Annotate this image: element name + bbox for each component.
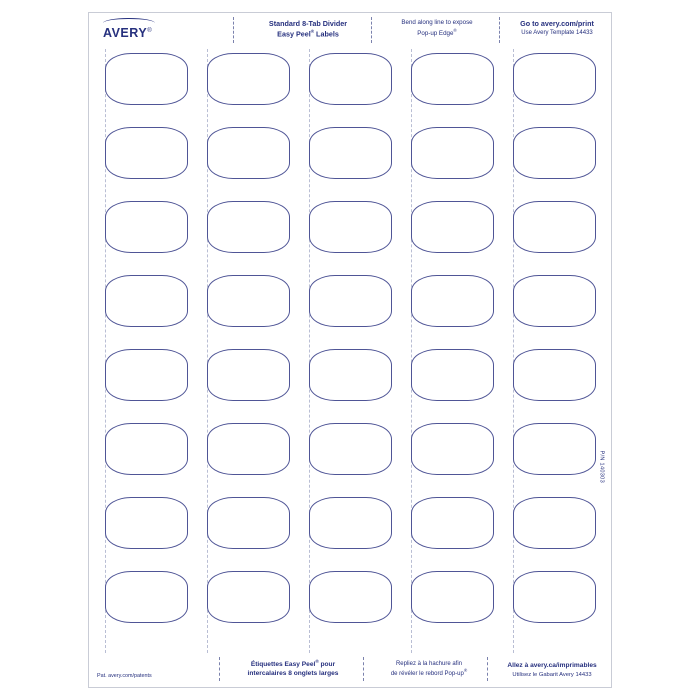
- label-cell[interactable]: [411, 423, 494, 475]
- bend-instruction-registered: ®: [453, 27, 457, 33]
- label-cell[interactable]: [105, 571, 188, 623]
- label-grid: [105, 53, 597, 645]
- allez-link[interactable]: [493, 661, 611, 679]
- avery-logo-text: AVERY: [103, 26, 148, 41]
- label-cell[interactable]: [411, 275, 494, 327]
- label-row: [105, 423, 597, 475]
- label-sheet: [88, 12, 612, 688]
- label-cell[interactable]: [309, 349, 392, 401]
- replier-line2-text: de révéler le rebord Pop-up: [390, 671, 464, 678]
- patent-notice: Pat. avery.com/patents: [97, 673, 152, 680]
- label-row: [105, 201, 597, 253]
- label-cell[interactable]: [513, 53, 596, 105]
- replier-instruction: [369, 660, 489, 679]
- replier-registered: ®: [463, 668, 468, 674]
- label-cell[interactable]: [309, 423, 392, 475]
- label-cell[interactable]: [513, 201, 596, 253]
- bend-instruction-line2-text: Pop-up Edge: [417, 30, 454, 38]
- sheet-footer: [89, 653, 611, 687]
- header-divider-3: [499, 17, 500, 43]
- label-cell[interactable]: [309, 53, 392, 105]
- template-title-registered: ®: [310, 29, 315, 35]
- etiquettes-line1: [227, 659, 359, 670]
- label-cell[interactable]: [105, 201, 188, 253]
- label-cell[interactable]: [309, 571, 392, 623]
- allez-link-url[interactable]: Allez à avery.ca/imprimables: [507, 662, 597, 670]
- label-cell[interactable]: [105, 53, 188, 105]
- label-cell[interactable]: [105, 127, 188, 179]
- etiquettes-line2: intercalaires 8 onglets larges: [247, 670, 339, 678]
- avery-logo: [103, 21, 173, 41]
- replier-line2: [369, 668, 489, 679]
- label-cell[interactable]: [309, 275, 392, 327]
- label-cell[interactable]: [513, 127, 596, 179]
- avery-logo-registered: ®: [147, 28, 153, 34]
- sheet-header: [89, 13, 611, 47]
- label-cell[interactable]: [513, 497, 596, 549]
- allez-template-number: Utilisez le Gabarit Avery 14433: [512, 671, 592, 678]
- label-cell[interactable]: [513, 275, 596, 327]
- print-link[interactable]: [505, 19, 609, 38]
- label-cell[interactable]: [207, 201, 290, 253]
- label-cell[interactable]: [309, 201, 392, 253]
- label-cell[interactable]: [105, 349, 188, 401]
- etiquettes-registered: ®: [315, 658, 319, 664]
- label-cell[interactable]: [309, 127, 392, 179]
- template-title-line2-tail: Labels: [314, 29, 339, 39]
- label-cell[interactable]: [513, 571, 596, 623]
- template-title-line2: [243, 29, 373, 40]
- label-cell[interactable]: [411, 497, 494, 549]
- etiquettes-title: [227, 659, 359, 679]
- label-cell[interactable]: [105, 423, 188, 475]
- etiquettes-line1-tail: pour: [318, 660, 336, 668]
- label-cell[interactable]: [207, 53, 290, 105]
- label-row: [105, 497, 597, 549]
- print-template-number: Use Avery Template 14433: [521, 30, 593, 37]
- footer-divider-1: [219, 657, 220, 681]
- label-cell[interactable]: [513, 423, 596, 475]
- label-cell[interactable]: [105, 275, 188, 327]
- template-title: [243, 19, 373, 40]
- label-row: [105, 349, 597, 401]
- bend-instruction-line1: Bend along line to expose: [401, 19, 473, 26]
- replier-line1: Repliez à la hachure afin: [395, 660, 463, 667]
- label-cell[interactable]: [309, 497, 392, 549]
- avery-swoosh-icon: [103, 18, 155, 24]
- label-cell[interactable]: [207, 571, 290, 623]
- bend-instruction: [377, 19, 497, 39]
- bend-instruction-line2: [377, 28, 497, 39]
- label-row: [105, 275, 597, 327]
- label-cell[interactable]: [207, 423, 290, 475]
- label-cell[interactable]: [411, 53, 494, 105]
- footer-divider-2: [363, 657, 364, 681]
- label-row: [105, 571, 597, 623]
- template-title-line2-text: Easy Peel: [277, 29, 311, 39]
- label-cell[interactable]: [411, 349, 494, 401]
- etiquettes-line1-text: Étiquettes Easy Peel: [250, 660, 316, 668]
- label-cell[interactable]: [513, 349, 596, 401]
- label-cell[interactable]: [105, 497, 188, 549]
- print-link-url[interactable]: Go to avery.com/print: [520, 19, 594, 28]
- label-cell[interactable]: [411, 201, 494, 253]
- label-cell[interactable]: [207, 275, 290, 327]
- header-divider-1: [233, 17, 234, 43]
- label-row: [105, 127, 597, 179]
- label-cell[interactable]: [411, 571, 494, 623]
- label-cell[interactable]: [207, 127, 290, 179]
- label-cell[interactable]: [411, 127, 494, 179]
- label-row: [105, 53, 597, 105]
- label-cell[interactable]: [207, 497, 290, 549]
- label-cell[interactable]: [207, 349, 290, 401]
- template-title-line1: Standard 8-Tab Divider: [268, 19, 348, 28]
- part-number: P/N 140303: [599, 450, 605, 483]
